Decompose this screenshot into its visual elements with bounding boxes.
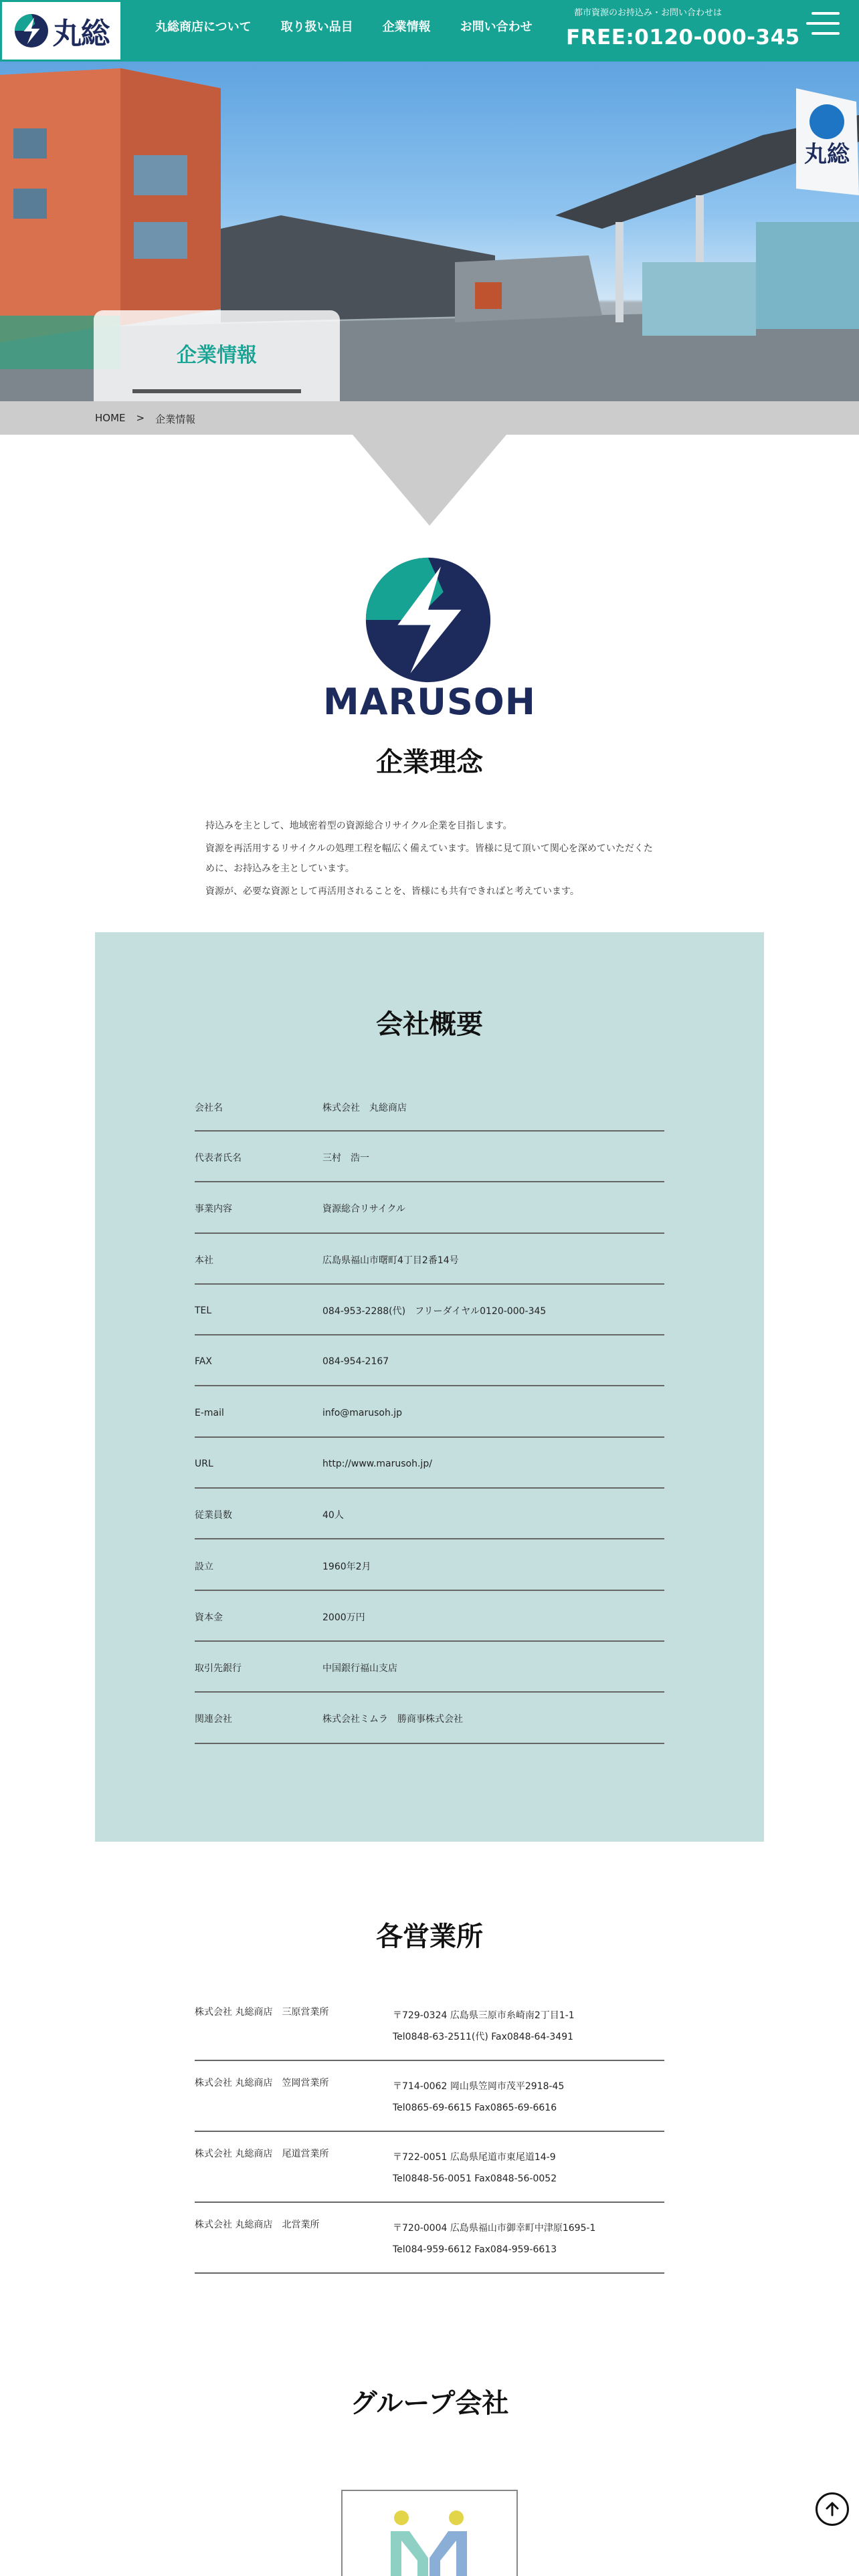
table-row [195,1386,664,1437]
list-item [195,2203,664,2274]
office-address: 〒714-0062 岡山県笠岡市茂平2918-45 [393,2081,565,2092]
philosophy-paragraph: 持込みを主として、地域密着型の資源総合リサイクル企業を目指します。 [205,821,512,831]
table-row [195,1489,664,1539]
office-name: 株式会社 丸総商店 三原営業所 [195,2007,329,2018]
email-link[interactable]: info@marusoh.jp [322,1407,403,1418]
list-item [195,2061,664,2132]
table-row [195,1642,664,1693]
table-row [195,1438,664,1489]
office-tel: Tel0865-69-6615 Fax0865-69-6616 [393,2103,557,2113]
row-value: 1960年2月 [322,1561,371,1572]
table-row [195,1082,664,1132]
site-header [0,0,859,62]
table-row [195,1539,664,1590]
marusoh-logo-icon [14,13,49,48]
scroll-top-button[interactable] [816,2492,849,2526]
svg-text:丸総: 丸総 [804,141,850,168]
breadcrumb-separator: > [136,412,145,424]
company-overview-panel [95,932,764,1842]
row-label: 事業内容 [195,1204,232,1215]
table-row [195,1335,664,1386]
table-row [195,1285,664,1335]
nav-contact[interactable]: お問い合わせ [460,20,533,34]
office-name: 株式会社 丸総商店 北営業所 [195,2220,320,2230]
philosophy-text [205,816,660,904]
table-row [195,1234,664,1285]
row-value: 40人 [322,1510,344,1521]
philosophy-paragraph: 資源が、必要な資源として再活用されることを、皆様にも共有できればと考えています。 [205,886,579,897]
office-address: 〒729-0324 広島県三原市糸崎南2丁目1-1 [393,2010,575,2021]
office-tel: Tel0848-63-2511(代) Fax0848-64-3491 [393,2032,574,2042]
row-value: 広島県福山市曙町4丁目2番14号 [322,1255,459,1266]
logo-text: 丸総 [52,17,109,51]
row-label: 関連会社 [195,1714,232,1725]
row-label: 本社 [195,1255,213,1266]
hero-title-box [94,310,340,401]
row-value: 株式会社ミムラ 勝商事株式会社 [322,1714,463,1725]
offices-title: 各営業所 [376,1921,483,1952]
row-label: 資本金 [195,1612,223,1623]
row-value: 2000万円 [322,1612,365,1623]
down-triangle-decoration [353,435,506,526]
row-label: 設立 [195,1561,213,1572]
row-label: 取引先銀行 [195,1663,242,1675]
url-link[interactable]: http://www.marusoh.jp/ [322,1458,432,1469]
row-label: 会社名 [195,1103,223,1113]
list-item [195,2132,664,2203]
table-row [195,1132,664,1182]
row-value: 株式会社 丸総商店 [322,1103,407,1113]
row-value: 084-954-2167 [322,1356,389,1368]
office-address: 〒722-0051 広島県尾道市東尾道14-9 [393,2152,556,2163]
office-tel: Tel0848-56-0051 Fax0848-56-0052 [393,2173,557,2184]
table-row [195,1591,664,1642]
group-title: グループ会社 [350,2388,509,2419]
office-name: 株式会社 丸総商店 笠岡営業所 [195,2078,329,2088]
row-label: TEL [195,1305,212,1317]
hamburger-menu-icon[interactable] [806,12,844,43]
office-name: 株式会社 丸総商店 尾道営業所 [195,2149,329,2159]
office-tel: Tel084-959-6612 Fax084-959-6613 [393,2244,557,2255]
row-value: 三村 浩一 [322,1153,369,1164]
row-value: 084-953-2288(代) フリーダイヤル0120-000-345 [322,1306,547,1317]
page-title: 企業情報 [177,344,257,367]
office-address: 〒720-0004 広島県福山市御幸町中津原1695-1 [393,2223,596,2234]
hero-banner [0,62,859,401]
table-row [195,1182,664,1233]
nav-items[interactable]: 取り扱い品目 [280,20,353,34]
list-item [195,1990,664,2061]
table-row [195,1693,664,1743]
row-label: URL [195,1458,213,1469]
breadcrumb [0,401,859,435]
row-label: FAX [195,1356,212,1368]
contact-note: 都市資源のお持込み・お問い合わせは [574,8,723,18]
philosophy-title: 企業理念 [376,747,483,778]
main-nav [155,0,533,52]
mimura-logo-icon [343,2491,516,2576]
breadcrumb-home-link[interactable]: HOME [95,412,126,424]
row-value: 中国銀行福山支店 [322,1663,397,1675]
group-company-logo[interactable] [341,2490,518,2576]
site-logo[interactable] [0,0,122,62]
arrow-up-circle-icon [824,2500,841,2518]
overview-title: 会社概要 [376,1009,483,1040]
row-label: E-mail [195,1407,224,1418]
philosophy-paragraph: 資源を再活用するリサイクルの処理工程を幅広く備えています。皆様に見て頂いて関心を深めていただくために、お持込みを主としています。 [205,843,653,874]
marusoh-brand-icon [365,556,492,683]
offices-list [195,1990,664,2274]
overview-table [195,1082,664,1744]
row-value: 資源総合リサイクル [322,1204,406,1215]
nav-company[interactable]: 企業情報 [382,20,431,34]
brand-wordmark: MARUSOH [323,681,536,723]
breadcrumb-current: 企業情報 [155,413,196,425]
contact-tel-link[interactable]: FREE:0120-000-345 [566,25,800,49]
title-underline [132,389,301,393]
nav-about[interactable]: 丸総商店について [155,20,252,34]
row-label: 従業員数 [195,1510,232,1521]
row-label: 代表者氏名 [195,1153,242,1164]
